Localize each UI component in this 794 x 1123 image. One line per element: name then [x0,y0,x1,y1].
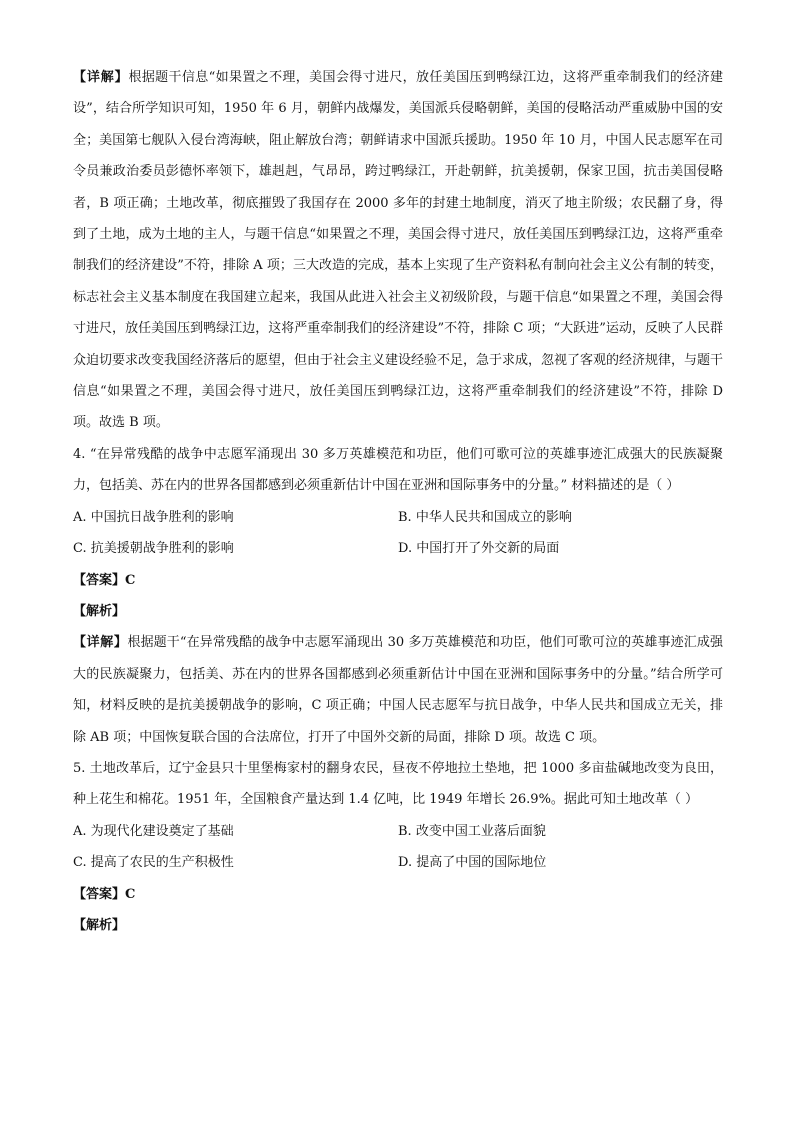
q3-detail-paragraph [73,62,723,439]
q4-detail-paragraph [73,627,723,753]
q5-option-b: B. 改变中国工业落后面貌 [398,823,546,839]
q5-option-a: A. 为现代化建设奠定了基础 [73,823,234,839]
q5-answer: 【答案】C [73,886,136,902]
q3-detail-text: 根据题干信息“如果置之不理，美国会得寸进尺，放任美国压到鸭绿江边，这将严重牵制我们的经济建设”，结合所学知识可知，1950 年 6 月，朝鲜内战爆发，美国派兵侵略朝鲜，美国的侵略活动严重威胁中国的安全；美国第七舰队入侵台湾海峡，阻止解放台湾；朝鲜请求中国派兵援助。1950 年 10 月，中国人民志愿军在司令员兼政治委员彭德怀率领下，雄赳赳，气昂昂，跨过鸭绿江，开赴朝鲜，抗美援朝，保家卫国，抗击美国侵略者，B 项正确；土地改革，彻底摧毁了我国存在 2000 多年的封建土地制度，消灭了地主阶级；农民翻了身，得到了土地，成为土地的主人，与题干信息“如果置之不理，美国会得寸进尺，放任美国压到鸭绿江边，这将严重牵制我们的经济建设”不符，排除 A 项；三大改造的完成，基本上实现了生产资料私有制向社会主义公有制的转变，标志社会主义基本制度在我国建立起来，我国从此进入社会主义初级阶段，与题干信息“如果置之不理，美国会得寸进尺，放任美国压到鸭绿江边，这将严重牵制我们的经济建设”不符，排除 C 项；“大跃进”运动，反映了人民群众迫切要求改变我国经济落后的愿望，但由于社会主义建设经验不足，急于求成，忽视了客观的经济规律，与题干信息“如果置之不理，美国会得寸进尺，放任美国压到鸭绿江边，这将严重牵制我们的经济建设”不符，排除 D 项。故选 B 项。 [73,70,724,431]
q4-options-row-1 [73,502,723,533]
q4-option-a: A. 中国抗日战争胜利的影响 [73,509,234,525]
q5-analysis-label: 【解析】 [73,917,126,933]
q4-detail-text: 根据题干“在异常残酷的战争中志愿军涌现出 30 多万英雄模范和功臣，他们可歌可泣的英雄事迹汇成强大的民族凝聚力，包括美、苏在内的世界各国都感到必须重新估计中国在亚洲和国际事务中的分量。”结合所学可知，材料反映的是抗美援朝战争的影响，C 项正确；中国人民志愿军与抗日战争，中华人民共和国成立无关，排除 AB 项；中国恢复联合国的合法席位，打开了中国外交新的局面，排除 D 项。故选 C 项。 [73,635,723,745]
q4-option-c: C. 抗美援朝战争胜利的影响 [73,541,234,557]
q4-analysis-label: 【解析】 [73,603,126,619]
q4-stem: 4. “在异常残酷的战争中志愿军涌现出 30 多万英雄模范和功臣，他们可歌可泣的英雄事迹汇成强大的民族凝聚力，包括美、苏在内的世界各国都感到必须重新估计中国在亚洲和国际事务中的分量。” 材料描述的是（ ） [73,446,723,494]
q4-answer: 【答案】C [73,572,136,588]
page-content [73,62,723,941]
detail-tag: 【详解】 [73,70,129,85]
q5-stem: 5. 土地改革后，辽宁金县只十里堡梅家村的翻身农民，昼夜不停地拉土垫地，把 1000 多亩盐碱地改变为良田，种上花生和棉花。1951 年，全国粮食产量达到 1.4 亿吨，比 1949 年增长 26.9%。据此可知土地改革（ ） [73,760,723,808]
q5-option-c: C. 提高了农民的生产积极性 [73,855,234,871]
q4-option-d: D. 中国打开了外交新的局面 [398,541,560,557]
q5-option-d: D. 提高了中国的国际地位 [398,855,547,871]
q4-options-row-2 [73,533,723,564]
q5-options-row-1 [73,816,723,847]
q5-options-row-2 [73,847,723,878]
detail-tag: 【详解】 [73,635,128,651]
q4-option-b: B. 中华人民共和国成立的影响 [398,509,572,525]
